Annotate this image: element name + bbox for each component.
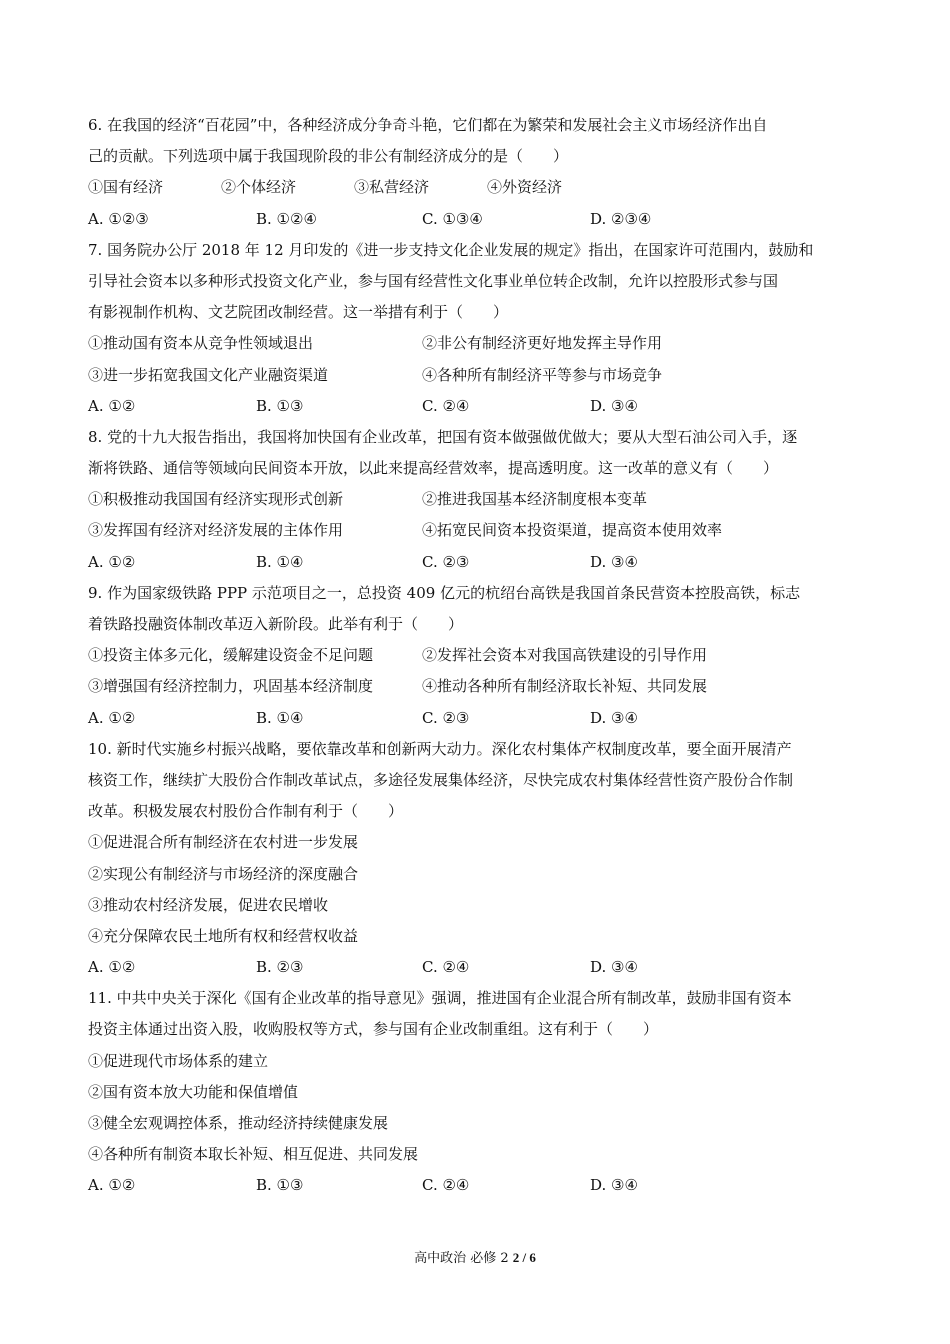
question-9 [88,578,864,734]
question-7 [88,235,864,422]
option-d: D. ②③④ [590,209,652,228]
statement: ②个体经济 [221,178,297,197]
options-row [88,204,864,235]
statement: ②实现公有制经济与市场经济的深度融合 [88,864,359,883]
option-d: D. ③④ [590,708,638,727]
statement-row [88,360,864,391]
statement: ②推进我国基本经济制度根本变革 [422,490,648,509]
statement: ①积极推动我国国有经济实现形式创新 [88,490,344,509]
statement: ①投资主体多元化，缓解建设资金不足问题 [88,646,374,665]
statement: ④各种所有制经济平等参与市场竞争 [422,365,663,384]
statement-row [88,328,864,359]
page-footer [0,1247,950,1266]
option-b: B. ②③ [256,958,304,977]
option-a: A. ①② [88,552,136,571]
question-stem-line: 投资主体通过出资入股，收购股权等方式，参与国有企业改制重组。这有利于（ ） [88,1020,659,1039]
question-stem-line: 渐将铁路、通信等领域向民间资本开放，以此来提高经营效率，提高透明度。这一改革的意义有（ ） [88,459,779,478]
question-stem-line: 9. 作为国家级铁路 PPP 示范项目之一，总投资 409 亿元的杭绍台高铁是我国首条民营资本控股高铁，标志 [88,583,801,602]
statement-row [88,172,864,203]
question-stem-line: 改革。积极发展农村股份合作制有利于（ ） [88,802,404,821]
statement: ①促进混合所有制经济在农村进一步发展 [88,833,359,852]
option-c: C. ②④ [422,396,470,415]
statement: ①国有经济 [88,178,164,197]
statement: ③进一步拓宽我国文化产业融资渠道 [88,365,329,384]
option-b: B. ①③ [256,396,304,415]
question-stem-line: 11. 中共中央关于深化《国有企业改革的指导意见》强调，推进国有企业混合所有制改革，鼓励非国有资本 [88,989,792,1008]
statement: ④推动各种所有制经济取长补短、共同发展 [422,677,708,696]
statement: ③推动农村经济发展，促进农民增收 [88,895,329,914]
option-c: C. ②③ [422,708,470,727]
question-stem-line: 己的贡献。下列选项中属于我国现阶段的非公有制经济成分的是（ ） [88,147,569,166]
question-stem-line: 核资工作，继续扩大股份合作制改革试点，多途径发展集体经济，尽快完成农村集体经营性资产股份合作制 [88,770,794,789]
options-row [88,703,864,734]
option-c: C. ②④ [422,958,470,977]
statement: ②国有资本放大功能和保值增值 [88,1082,299,1101]
option-a: A. ①② [88,396,136,415]
options-row [88,547,864,578]
statement: ③私营经济 [354,178,430,197]
page-number: 2 / 6 [512,1250,536,1265]
option-a: A. ①②③ [88,209,149,228]
option-c: C. ②③ [422,552,470,571]
statement-row [88,640,864,671]
option-d: D. ③④ [590,958,638,977]
statement: ②非公有制经济更好地发挥主导作用 [422,334,663,353]
option-b: B. ①③ [256,1176,304,1195]
question-stem-line: 6. 在我国的经济“百花园”中，各种经济成分争奇斗艳，它们都在为繁荣和发展社会主义市场经济作出自 [88,116,768,134]
question-stem-line: 7. 国务院办公厅 2018 年 12 月印发的《进一步支持文化企业发展的规定》指出，在国家许可范围内，鼓励和 [88,240,814,259]
question-stem-line: 10. 新时代实施乡村振兴战略，要依靠改革和创新两大动力。深化农村集体产权制度改革，要全面开展清产 [88,739,792,758]
option-d: D. ③④ [590,552,638,571]
question-stem-line: 8. 党的十九大报告指出，我国将加快国有企业改革，把国有资本做强做优做大；要从大型石油公司入手，逐 [88,427,798,446]
question-6 [88,110,864,235]
option-d: D. ③④ [590,1176,638,1195]
question-10 [88,734,864,984]
statement: ②发挥社会资本对我国高铁建设的引导作用 [422,646,708,665]
question-stem-line: 有影视制作机构、文艺院团改制经营。这一举措有利于（ ） [88,303,509,322]
option-b: B. ①④ [256,552,304,571]
statement-row [88,484,864,515]
option-a: A. ①② [88,1176,136,1195]
options-row [88,1170,864,1201]
question-stem-line: 引导社会资本以多种形式投资文化产业，参与国有经营性文化事业单位转企改制，允许以控股形式参与国 [88,271,779,290]
statement: ①促进现代市场体系的建立 [88,1051,269,1070]
options-row [88,952,864,983]
statement: ④各种所有制资本取长补短、相互促进、共同发展 [88,1145,419,1164]
option-b: B. ①②④ [256,209,317,228]
statement: ①推动国有资本从竞争性领域退出 [88,334,314,353]
statement-row [88,671,864,702]
statement: ④充分保障农民土地所有权和经营权收益 [88,926,359,945]
statement: ③健全宏观调控体系，推动经济持续健康发展 [88,1114,389,1132]
options-row [88,391,864,422]
question-list [88,110,864,1202]
statement: ④外资经济 [487,178,563,197]
question-stem-line: 着铁路投融资体制改革迈入新阶段。此举有利于（ ） [88,615,464,633]
option-a: A. ①② [88,708,136,727]
option-c: C. ②④ [422,1176,470,1195]
option-b: B. ①④ [256,708,304,727]
statement: ③发挥国有经济对经济发展的主体作用 [88,521,344,540]
statement-row [88,515,864,546]
question-11 [88,983,864,1201]
option-a: A. ①② [88,958,136,977]
statement: ③增强国有经济控制力，巩固基本经济制度 [88,677,374,696]
footer-label: 高中政治 必修 2 [414,1251,513,1266]
statement: ④拓宽民间资本投资渠道，提高资本使用效率 [422,521,723,540]
option-c: C. ①③④ [422,209,483,228]
option-d: D. ③④ [590,396,638,415]
question-8 [88,422,864,578]
